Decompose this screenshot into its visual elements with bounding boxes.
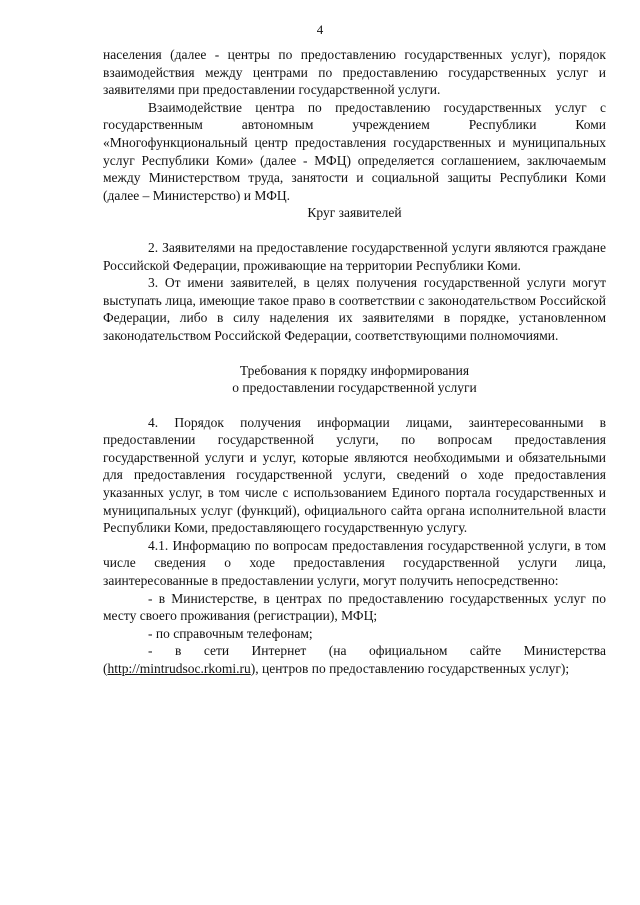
paragraph-continued: населения (далее - центры по предоставлению государственных услуг), порядок взаимодействия между центрами по предоставлению государственных услуг и заявителями при предоставлении государственной услуги. (103, 47, 606, 98)
list-item-phones: - по справочным телефонам; (148, 625, 313, 641)
heading-applicants: Круг заявителей (307, 205, 402, 221)
list-item-internet-text-pre: - в сети Интернет (на официальном сайте Министерства ( (103, 643, 606, 676)
heading-informing-line1: Требования к порядку информирования (239, 362, 470, 378)
list-item-ministry: - в Министерстве, в центрах по предоставлению государственных услуг по месту своего проживания (регистрации), МФЦ; (103, 590, 606, 624)
paragraph-4: 4. Порядок получения информации лицами, заинтересованными в предоставлении государственной услуги, по вопросам предоставления государственной услуги и услуг, которые являются необходимыми и обязательными для предоставления государственной услуги, сведений о ходе предоставления указанных услуг, в том числе с использованием Единого портала государственных и муниципальных услуг (функций), официального сайта органа исполнительной власти Республики Коми, предоставляющего государственную услугу. (103, 414, 606, 536)
page-number: 4 (316, 22, 324, 37)
heading-informing (103, 362, 606, 397)
paragraph-2: 2. Заявителями на предоставление государственной услуги являются граждане Российской Федерации, проживающие на территории Республики Коми. (103, 239, 606, 273)
list-item-internet-text-post: ), центров по предоставлению государственных услуг); (250, 661, 570, 676)
paragraph-3: 3. От имени заявителей, в целях получения государственной услуги могут выступать лица, имеющие такое право в соответствии с законодательством Российской Федерации, либо в силу наделения их заявителями в порядке, установленном законодательством Российской Федерации, соответствующими полномочиями. (103, 275, 606, 343)
paragraph-4-1: 4.1. Информацию по вопросам предоставления государственной услуги, в том числе сведения о ходе предоставления государственной услуги лица, заинтересованные в предоставлении услуги, могут получить непосредственно: (103, 537, 606, 589)
ministry-website-link[interactable]: http://mintrudsoc.rkomi.ru (107, 661, 251, 676)
list-item-internet (103, 642, 606, 677)
paragraph-interaction: Взаимодействие центра по предоставлению государственных услуг с государственным автономным учреждением Республики Коми «Многофункциональный центр предоставления государственных и муниципальных услуг Республики Коми» (далее - МФЦ) определяется соглашением, заключаемым между Министерством труда, занятости и социальной защиты Республики Коми (далее – Министерство) и МФЦ. (103, 99, 606, 203)
document-body (103, 46, 606, 678)
heading-informing-line2: о предоставлении государственной услуги (232, 380, 477, 396)
